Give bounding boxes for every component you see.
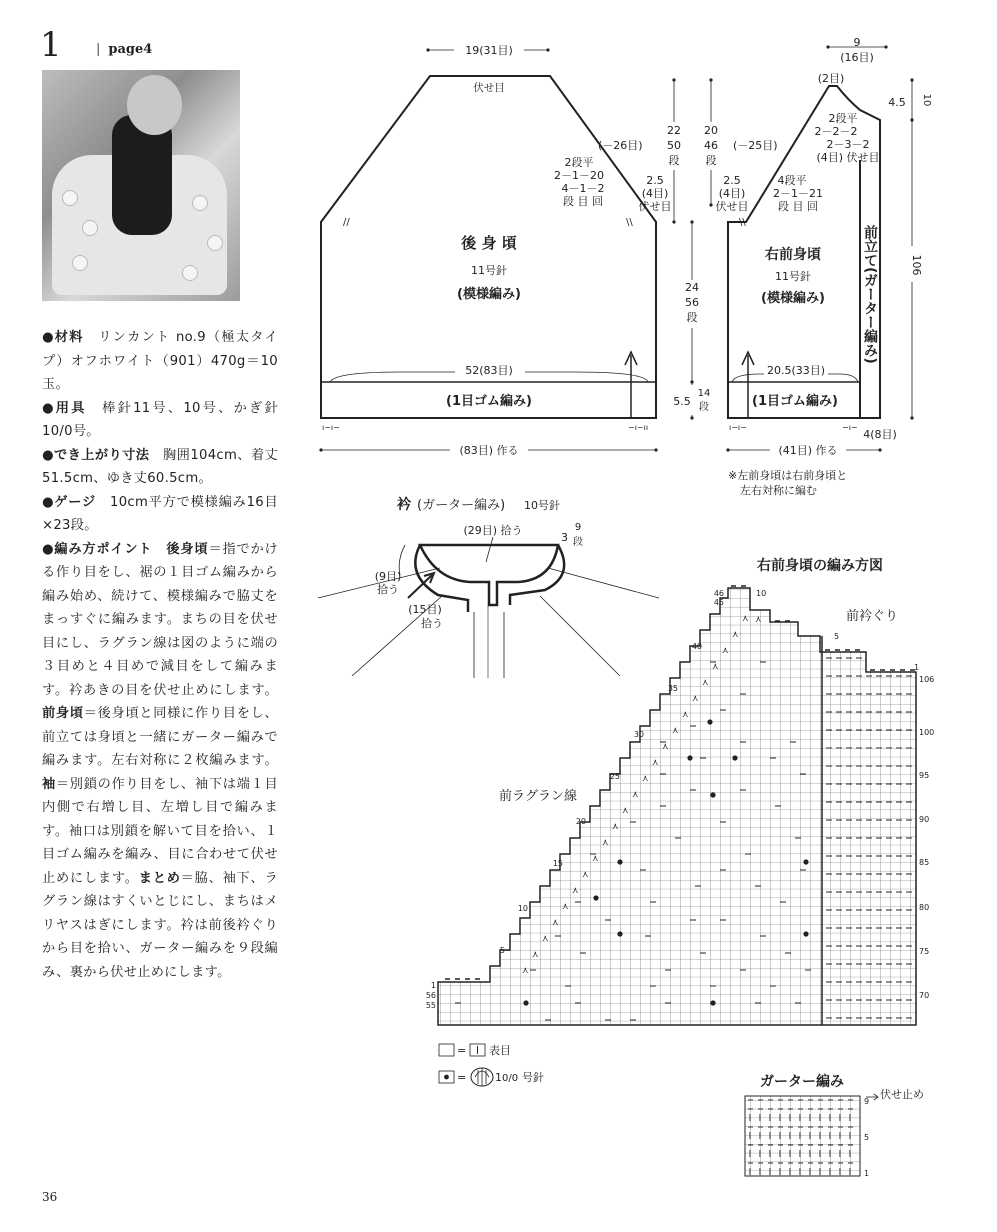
collar-pickup-side: (9目) <box>374 570 402 583</box>
chart-col-10: 10 <box>756 589 767 598</box>
svg-text:⋏: ⋏ <box>755 615 762 625</box>
svg-text://: // <box>343 217 350 228</box>
front-raglan-rows: 46 <box>704 139 718 152</box>
svg-text:⋏: ⋏ <box>522 966 529 976</box>
svg-text:⋏: ⋏ <box>642 774 649 784</box>
chart-row-5: 5 <box>499 946 505 955</box>
garter-title: ガーター編み <box>760 1074 844 1090</box>
front-label: 前身頃 <box>42 706 84 721</box>
front-neck-dec-4: (4目) 伏せ目 <box>816 151 880 164</box>
back-rib-rows: 14 <box>697 388 711 399</box>
tools-text: 棒針11号、10号、かぎ針10/0号。 <box>42 400 278 439</box>
svg-text:⋏: ⋏ <box>542 934 549 944</box>
collar-rows: 9 <box>574 522 582 533</box>
svg-text:ı−ı−: ı−ı− <box>729 423 747 432</box>
front-rib-width: 20.5(33目) <box>766 364 826 377</box>
back-dec-row-4: 段 目 回 <box>563 195 603 208</box>
points-label: ●編み方ポイント <box>42 541 153 557</box>
back-rib-mark-right: −ı−ıı <box>628 423 649 432</box>
chart-row-90: 90 <box>919 815 930 824</box>
svg-text:⋏: ⋏ <box>572 886 579 896</box>
back-body-rows: 56 <box>685 296 699 309</box>
back-side-bind-label: 伏せ目 <box>638 200 672 213</box>
svg-text:⋏: ⋏ <box>682 710 689 720</box>
back-dec-note: (－26目) <box>598 139 643 152</box>
collar-pickup-side-2: 拾う <box>377 583 399 596</box>
back-body-dan: 段 <box>686 311 698 324</box>
garter-row-5: 5 <box>864 1133 870 1142</box>
chart-row-95: 95 <box>919 771 930 780</box>
back-side-bind-cm: 2.5 <box>646 174 664 187</box>
svg-text:⋏: ⋏ <box>662 742 669 752</box>
front-neck-st: (2目) <box>817 72 845 85</box>
collar-needle: 10号針 <box>524 499 560 512</box>
front-note-2: 左右対称に編む <box>740 484 817 497</box>
svg-text:⋏: ⋏ <box>532 950 539 960</box>
collar-pickup-front: (15目) <box>408 603 442 616</box>
garter-bind-off: 伏せ止め <box>880 1088 924 1101</box>
svg-text:−ı−: −ı− <box>842 423 858 432</box>
front-needle: 11号針 <box>775 270 811 283</box>
knitting-chart <box>426 557 934 1025</box>
back-top-width: 19(31目) <box>465 44 513 57</box>
back-dec-row-2: 2－1－20 <box>554 169 604 182</box>
back-text: ＝指でかける作り目をし、裾の１目ゴム編みから編み始め、続けて、模様編みで脇丈をまっすぐに編みます。まちの目を伏せ目にし、ラグラン線は図のように端の３目めと４目めで減目をして編みます。衿あきの目を伏せ止めにします。 <box>42 541 278 698</box>
collar-dan: 段 <box>573 537 583 548</box>
back-body-schematic <box>319 43 721 457</box>
svg-text:⋏: ⋏ <box>562 902 569 912</box>
front-dec-row-2: 2－1－21 <box>773 187 823 200</box>
svg-text:=: = <box>457 1071 467 1084</box>
svg-text:⋏: ⋏ <box>602 838 609 848</box>
front-raglan-dan: 段 <box>705 154 717 167</box>
chart-row-35: 35 <box>667 684 678 693</box>
page-reference: | page4 <box>96 42 153 57</box>
chart-row-label-55: 55 <box>425 1001 436 1010</box>
back-rib-dan: 段 <box>699 402 709 413</box>
front-band-width: 4(8目) <box>863 428 897 441</box>
front-side-bind-label: 伏せ目 <box>715 200 749 213</box>
back-raglan-dan: 段 <box>668 154 680 167</box>
garter-row-1: 1 <box>864 1169 870 1178</box>
back-dec-row-3: 4－1－2 <box>561 182 605 195</box>
collar-pickup-front-2: 拾う <box>421 617 443 630</box>
front-top-st: (16目) <box>840 51 874 64</box>
svg-text:=: = <box>457 1044 467 1057</box>
front-dec-row-3: 段 目 回 <box>778 200 818 213</box>
chart-row-label-1: 1 <box>430 981 436 990</box>
back-pattern: (模様編み) <box>457 287 521 302</box>
chart-row-label-56: 56 <box>425 991 436 1000</box>
legend-knit: 表目 <box>489 1044 511 1057</box>
legend-popcorn-num: 1 <box>495 1071 502 1084</box>
chart-row-85: 85 <box>919 858 930 867</box>
chart-row-75: 75 <box>919 947 930 956</box>
svg-text:⋏: ⋏ <box>742 614 749 624</box>
chart-band-dashes <box>826 658 912 1018</box>
sleeve-label: 袖 <box>42 776 56 792</box>
sleeve-text: ＝別鎖の作り目をし、袖下は端１目内側で右増し目、左増し目で編みます。袖口は別鎖を解いて目を拾い、１目ゴム編みを編み、目に合わせて伏せ止めにします。 <box>42 776 278 886</box>
back-rib-mark-left: ı−ı− <box>322 423 340 432</box>
back-dec-row-1: 2段平 <box>564 156 594 169</box>
front-cast-on: (41目) 作る <box>778 444 838 457</box>
svg-text:⋏: ⋏ <box>592 854 599 864</box>
legend-popcorn-frac: 0/0 <box>502 1073 519 1084</box>
chart-row-46: 46 <box>713 589 724 598</box>
chart-row-80: 80 <box>919 903 930 912</box>
svg-text:\\: \\ <box>626 217 633 228</box>
front-neck-dec-1: 2段平 <box>828 112 858 125</box>
svg-text:⋏: ⋏ <box>632 790 639 800</box>
finish-text: ＝脇、袖下、ラグラン線はすくいとじにし、まちはメリヤスはぎにします。衿は前後衿ぐりから目を拾い、ガーター編みを９段編み、裏から伏せ止めにします。 <box>42 870 278 980</box>
chart-col-1: 1 <box>914 663 920 672</box>
garter-row-9: 9 <box>864 1097 870 1106</box>
page-reference-text: page4 <box>108 42 153 57</box>
front-band-label: 前立て(ガーター編み) <box>862 225 878 364</box>
gauge-text: 10cm平方で模様編み16目×23段。 <box>42 494 278 533</box>
back-bind-off: 伏せ目 <box>473 82 505 94</box>
tools-label: ●用具 <box>42 400 87 416</box>
collar-title-sub: (ガーター編み) <box>417 498 506 513</box>
front-top-width: 9 <box>853 36 861 49</box>
gauge-label: ●ゲージ <box>42 494 97 510</box>
front-band-height: 106 <box>910 254 923 276</box>
pattern-number: 1 <box>40 25 62 65</box>
svg-text:\\: \\ <box>739 217 746 228</box>
back-label: 後身頃 <box>166 541 209 557</box>
size-text: 胸囲104cm、着丈51.5cm、ゆき丈60.5cm。 <box>42 447 278 486</box>
collar-schematic <box>318 496 659 678</box>
chart-row-20: 20 <box>575 817 586 826</box>
chart-row-100: 100 <box>919 728 935 737</box>
chart-raglan-label: 前ラグラン線 <box>498 789 578 804</box>
chart-row-10: 10 <box>517 904 528 913</box>
chart-neck-label: 前衿ぐり <box>845 609 899 624</box>
svg-text:⋏: ⋏ <box>652 758 659 768</box>
svg-text:⋏: ⋏ <box>692 694 699 704</box>
svg-text:⋏: ⋏ <box>732 630 739 640</box>
front-dec-row-1: 4段平 <box>777 174 807 187</box>
chart-row-45: 45 <box>713 598 724 607</box>
front-side-bind-cm: 2.5 <box>723 174 741 187</box>
back-cast-on: (83目) 作る <box>459 444 519 457</box>
page-number: 36 <box>42 1190 58 1204</box>
collar-height: 3 <box>561 531 568 544</box>
chart-row-40: 40 <box>691 642 702 651</box>
collar-title: 衿 <box>397 497 411 513</box>
chart-title: 右前身頃の編み方図 <box>757 558 883 574</box>
materials-label: ●材料 <box>42 330 84 345</box>
legend <box>439 1043 544 1086</box>
size-label: ●でき上がり寸法 <box>42 447 150 463</box>
front-neck-dec-3: 2－3－2 <box>826 138 870 151</box>
svg-text:⋏: ⋏ <box>552 918 559 928</box>
front-neck-rows: 10 <box>921 93 932 107</box>
collar-pickup-back: (29目) 拾う <box>463 524 523 537</box>
back-raglan-rows: 50 <box>667 139 681 152</box>
back-rib-height: 5.5 <box>673 395 691 408</box>
back-raglan-height: 22 <box>667 124 681 137</box>
legend-popcorn: 号針 <box>522 1071 544 1084</box>
svg-text:⋏: ⋏ <box>582 870 589 880</box>
chart-row-106: 106 <box>919 675 935 684</box>
chart-row-25: 25 <box>609 772 620 781</box>
chart-row-70: 70 <box>919 991 930 1000</box>
front-dec-note: (－25目) <box>733 139 778 152</box>
back-rib-width: 52(83目) <box>465 364 513 377</box>
front-text: ＝後身頃と同様に作り目をし、前立ては身頃と一緒にガーター編みで編みます。左右対称に２枚編みます。 <box>42 706 279 768</box>
svg-text:⋏: ⋏ <box>672 726 679 736</box>
materials-text: リンカント no.9（極太タイプ）オフホワイト（901）470g＝10玉。 <box>42 330 278 392</box>
garter-chart <box>745 1073 924 1178</box>
back-side-bind-st: (4目) <box>641 187 669 200</box>
back-rib: (1目ゴム編み) <box>446 394 532 409</box>
chart-col-5: 5 <box>834 632 840 641</box>
chart-row-30: 30 <box>633 730 644 739</box>
finish-label: まとめ <box>138 870 181 886</box>
svg-text:⋏: ⋏ <box>722 646 729 656</box>
back-title: 後 身 頃 <box>461 234 517 252</box>
svg-text:⋏: ⋏ <box>712 662 719 672</box>
svg-text:⋏: ⋏ <box>702 678 709 688</box>
front-body-schematic <box>716 36 933 497</box>
back-needle: 11号針 <box>471 264 507 277</box>
front-side-bind-st: (4目) <box>718 187 746 200</box>
svg-text:⋏: ⋏ <box>612 822 619 832</box>
svg-text:⋏: ⋏ <box>622 806 629 816</box>
front-raglan-height: 20 <box>704 124 718 137</box>
front-neck-height: 4.5 <box>888 96 906 109</box>
chart-row-15: 15 <box>552 859 563 868</box>
front-title: 右前身頃 <box>765 247 821 263</box>
front-note-1: ※左前身頃は右前身頃と <box>728 469 848 482</box>
front-rib: (1目ゴム編み) <box>752 394 838 409</box>
back-body-height: 24 <box>685 281 699 294</box>
front-pattern: (模様編み) <box>761 291 825 306</box>
front-neck-dec-2: 2－2－2 <box>814 125 858 138</box>
